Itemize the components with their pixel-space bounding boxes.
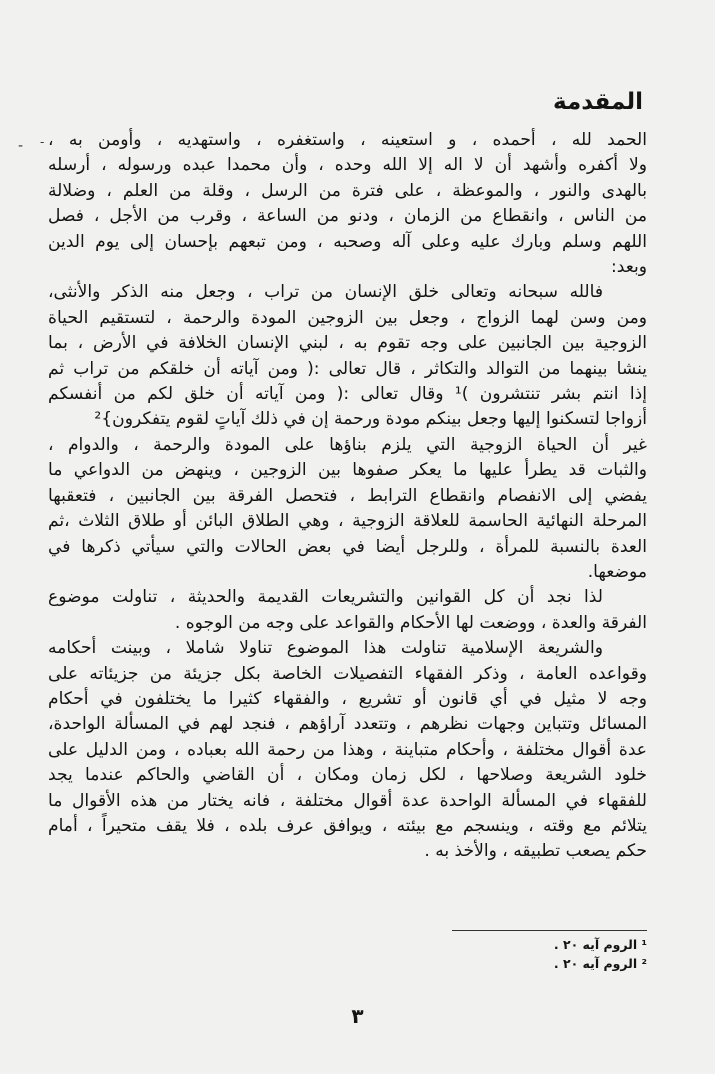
text-line: وبعد: — [611, 257, 647, 278]
margin-mark: - — [18, 138, 24, 154]
paragraph — [48, 433, 647, 585]
text-line: المرحلة النهائية الحاسمة للعلاقة الزوجية ، وهي الطلاق البائن أو طلاق الثلاث ،ثم — [48, 511, 647, 532]
text-line: يتلائم مع وقته ، وينسجم مع بيئته ، ويوافق عرف بلده ، فلا يقف متحيراً ، أمام — [48, 815, 647, 836]
text-line: بالهدى والنور ، والموعظة ، على فترة من الرسل ، وقلة من العلم ، وضلالة — [48, 180, 647, 201]
text-line: موضعها. — [587, 561, 647, 582]
margin-mark: - — [40, 135, 45, 149]
text-line: من الناس ، وانقطاع من الزمان ، ودنو من الساعة ، وقرب من الأجل ، فصل — [48, 206, 647, 227]
text-line: والشريعة الإسلامية تناولت هذا الموضوع تناولا شاملا ، وبينت أحكامه — [48, 638, 603, 659]
text-line: وجه لا مثيل في أي قانون أو تشريع ، والفقهاء كثيرا ما يختلفون في أحكام — [48, 688, 647, 709]
text-line: للفقهاء في المسألة الواحدة عدة أقوال مختلفة ، فانه يختار من هذه الأقوال ما — [48, 790, 647, 811]
page-title: المقدمة — [553, 89, 643, 115]
text-line: حكم يصعب تطبيقه ، والأخذ به . — [424, 841, 647, 862]
text-line: ومن وسن لهما الزواج ، وجعل بين الزوجين المودة والرحمة ، لتستقيم الحياة — [48, 307, 647, 328]
text-line: العدة بالنسبة للمرأة ، وللرجل أيضا في بعض الحالات والتي سيأتي ذكرها في — [48, 536, 647, 557]
text-line: الحمد لله ، أحمده ، و استعينه ، واستغفره ، واستهديه ، وأومن به ، — [48, 130, 647, 150]
text-line: وقواعده العامة ، وذكر الفقهاء التفصيلات الخاصة بكل جزيئة من جزيئاته على — [48, 663, 647, 684]
text-line: اللهم وسلم وبارك عليه وعلى آله وصحبه ، ومن تبعهم بإحسان إلى يوم الدين — [48, 231, 647, 252]
paragraph — [48, 128, 647, 280]
text-line: أزواجا لتسكنوا إليها وجعل بينكم مودة ورحمة إن في ذلك آياتٍ لقوم يتفكرون}² — [94, 409, 647, 430]
text-line: لذا نجد أن كل القوانين والتشريعات القديمة والحديثة ، تناولت موضوع — [48, 587, 603, 608]
text-line: إذا انتم بشر تنتشرون )¹ وقال تعالى :( ومن آياته أن خلق لكم من أنفسكم — [48, 384, 647, 405]
footnote: ¹ الروم آيه ٢٠ . — [553, 937, 647, 952]
body-text — [48, 128, 647, 865]
text-line: يفضي إلى الانفصام وانقطاع الترابط ، فتحصل الفرقة بين الجانبين ، فتعقبها — [48, 485, 647, 506]
text-line: فالله سبحانه وتعالى خلق الإنسان من تراب ، وجعل منه الذكر والأنثى، — [48, 282, 603, 303]
footnote: ² الروم آيه ٢٠ . — [553, 956, 647, 971]
footnotes — [48, 930, 647, 973]
paragraph — [48, 636, 647, 865]
text-line: خلود الشريعة وصلاحها ، لكل زمان ومكان ، أن القاضي والحاكم عندما يجد — [48, 765, 647, 786]
paragraph — [48, 585, 647, 636]
text-line: والثبات قد يطرأ عليها ما يعكر صفوها بين الزوجين ، وينهض من الدواعي ما — [48, 460, 647, 481]
text-line: غير أن الحياة الزوجية التي يلزم بناؤها على المودة والرحمة ، والدوام ، — [48, 434, 647, 455]
text-line: الفرقة والعدة ، ووضعت لها الأحكام والقواعد على وجه من الوجوه . — [174, 612, 647, 633]
text-line: الزوجية بين الجانبين على وجه تقوم به ، لبني الإنسان الخلافة في الأرض ، بما — [48, 333, 647, 354]
text-line: ينشا بينهما من التوالد والتكاثر ، قال تعالى :( ومن آياته أن خلقكم من تراب ثم — [48, 358, 647, 379]
text-line: عدة أقوال مختلفة ، وأحكام متباينة ، وهذا من رحمة الله بعباده ، ومن الدليل على — [48, 739, 647, 760]
page-number: ٣ — [351, 1004, 364, 1028]
paragraph — [48, 280, 647, 432]
text-line: ولا أكفره وأشهد أن لا اله إلا الله وحده ، وأن محمدا عبده ورسوله ، أرسله — [48, 155, 647, 176]
text-line: المسائل وتتباين وجهات نظرهم ، وتتعدد آراؤهم ، فنجد لهم في المسألة الواحدة، — [48, 714, 647, 735]
footnote-divider — [452, 930, 647, 931]
